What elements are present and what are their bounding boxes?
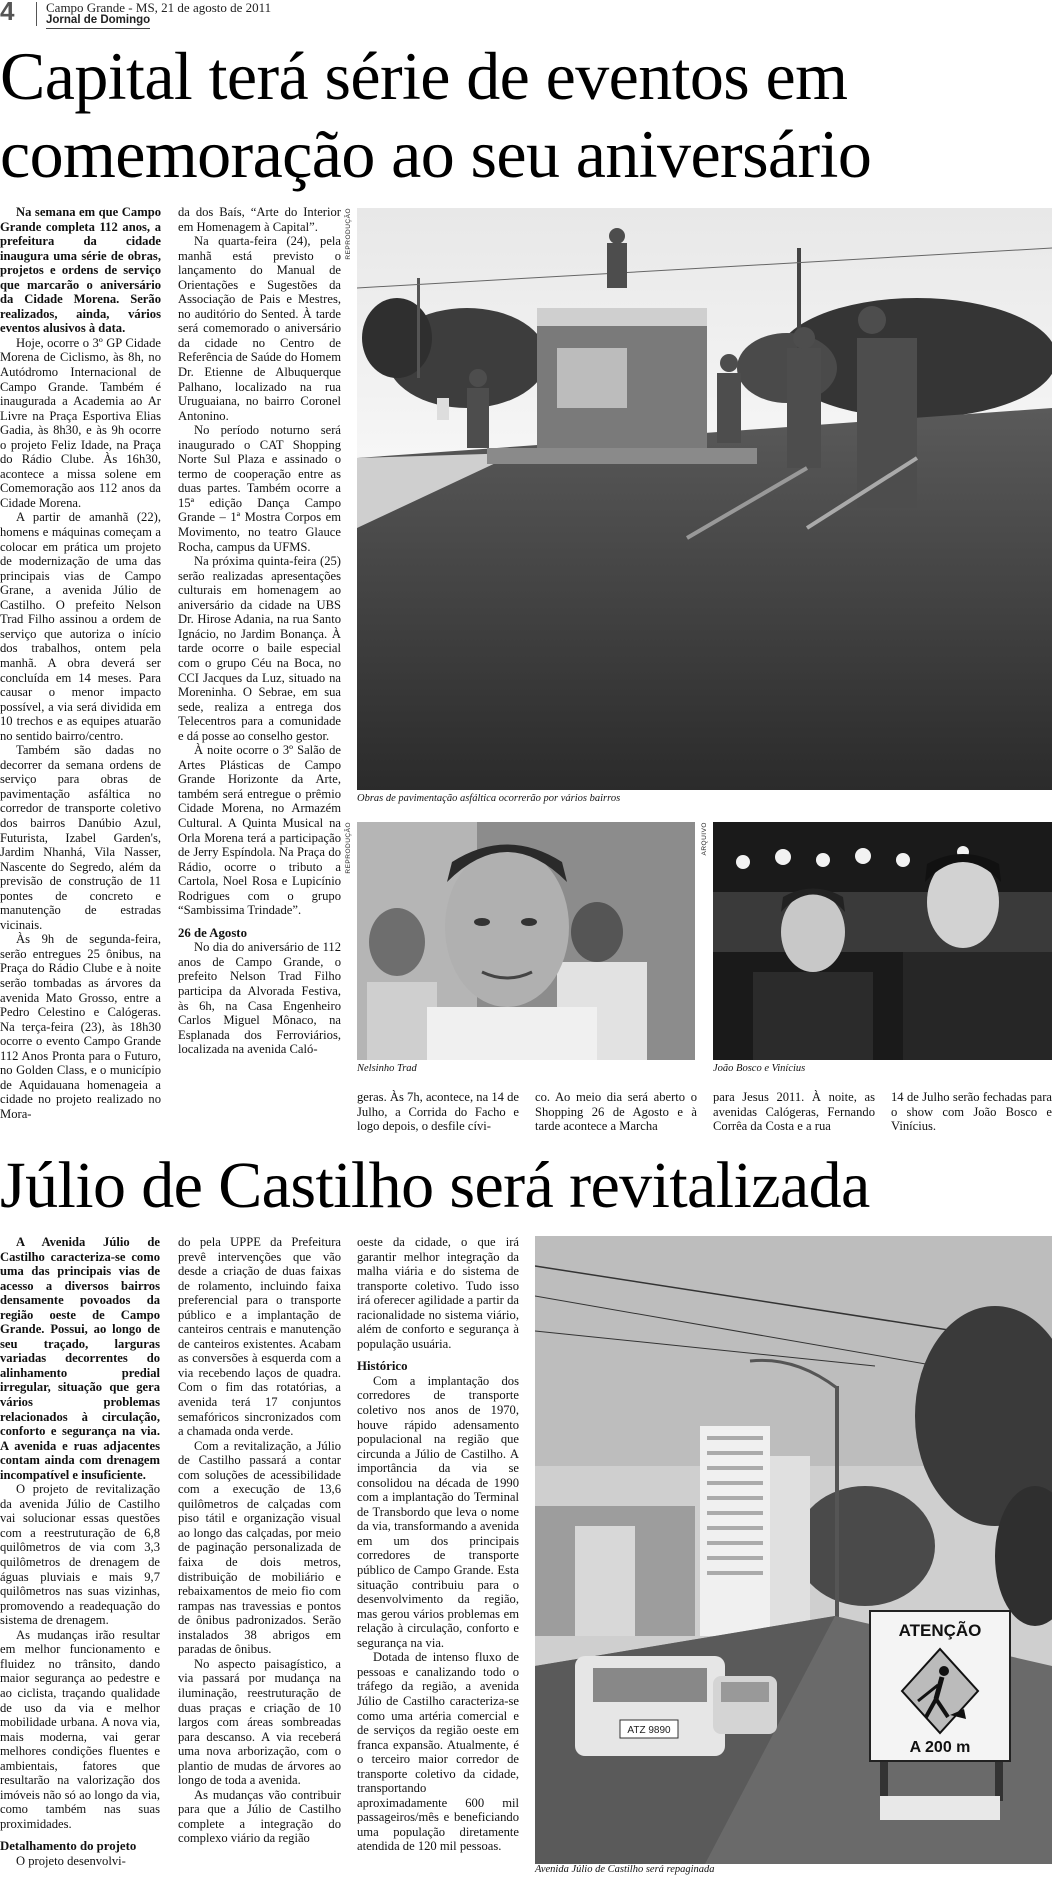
story1-headline-line2: comemoração ao seu aniversário [0, 116, 872, 192]
story1-column-1 [0, 205, 161, 1140]
story1-column-6 [891, 1090, 1052, 1138]
paragraph: O projeto de revitalização da avenida Júlio de Castilho vai solucionar essas questões com a reestruturação de 6,8 quilômetros de via com 3,3 quilômetros de drenagem de águas pluviais e mais 9,7 quilômetros nas suas vizinhas, promovendo a readequação do sistema de drenagem. [0, 1482, 160, 1628]
masthead-rule [46, 28, 150, 29]
section-name: Jornal de Domingo [46, 14, 151, 26]
story1-headline-line1: Capital terá série de eventos em [0, 38, 848, 114]
photo-credit: ARQUIVO [701, 822, 708, 856]
duo-image [713, 822, 1052, 1060]
story2-headline: Júlio de Castilho será revitalizada [0, 1149, 870, 1222]
story1-column-5 [713, 1090, 875, 1138]
photo-joao-bosco-vinicius [713, 822, 1052, 1060]
sign-bottom-text: A 200 m [909, 1739, 971, 1756]
photo-nelsinho-trad [357, 822, 695, 1060]
paragraph: da dos Baís, “Arte do Interior em Homenagem à Capital”. [178, 205, 341, 234]
masthead [0, 0, 1052, 30]
photo-road-paving [357, 208, 1052, 790]
story1-column-2 [178, 205, 341, 1140]
paragraph: Na próxima quinta-feira (25) serão realizadas apresentações culturais em homenagem ao aniversário da cidade na UBS Dr. Hirose Adania, na rua Santo Ignácio, no Jardim Bonança. À tarde ocorre o baile especial com o grupo Céu na Boca, no CCI Jacques da Luz, situado na Moreninha. O Sebrae, em sua sede, realiza a entrega dos Telecentros para a comunidade e dá posse ao conselho gestor. [178, 554, 341, 743]
story2-column-1 [0, 1235, 160, 1878]
page-number: 4 [0, 0, 15, 26]
paragraph: As mudanças vão contribuir para que a Júlio de Castilho complete a integração do complexo viário da região [178, 1787, 341, 1846]
paragraph: Com a revitalização, a Júlio de Castilho passará a contar com soluções de acessibilidade com a execução de 13,6 quilômetros de calçadas com piso tátil e organização visual ao longo das calçadas, por meio de paginação personalizada de faixa de dois metros, distribuição de mobiliário e rebaixamentos de meio fio com rampas nas travessias e pontos de ônibus padronizados. Serão instalados 38 abrigos em paradas de ônibus. [178, 1438, 341, 1657]
story2-lead: A Avenida Júlio de Castilho caracteriza-se como uma das principais vias de acesso a diversos bairros densamente povoados da região oeste de Campo Grande. Possui, ao longo de seu traçado, larguras variadas decorrentes do alinhamento predial irregular, situação que gera vários problemas relacionados à circulação, conforto e segurança na via. A avenida e ruas adjacentes contam ainda com drenagem incompatível e insuficiente. [0, 1235, 160, 1482]
paragraph: Na quarta-feira (24), pela manhã está previsto o lançamento do Manual de Orientações e Sugestões da Associação de Pais e Mestres, no auditório do Sented. À tarde será comemorado o aniversário da cidade no Centro de Referência de Saúde do Homem Dr. Etienne de Albuquerque Palhano, localizado na rua Uruguaiana, no bairro Coronel Antonino. [178, 234, 341, 423]
paragraph: oeste da cidade, o que irá garantir melhor integração da malha viária e do sistema de transporte coletivo. Tudo isso irá oferecer agilidade a partir da racionalidade no sistema viário, além de conforto e segurança à população usuária. [357, 1235, 519, 1351]
paving-scene-image [357, 208, 1052, 790]
paragraph: Também são dadas no decorrer da semana ordens de serviço para obras de pavimentação asfáltica no corredor de transporte coletivo dos bairros Danúbio Azul, Futurista, Izabel Garden's, Jardim Nhanhá, Vila Nasser, Nascente do Segredo, além da previsão de construção de 11 pontes de concreto e manutenção de estradas vicinais. [0, 743, 161, 932]
story1-lead: Na semana em que Campo Grande completa 112 anos, a prefeitura da cidade inaugura uma série de obras, projetos e ordens de serviço que marcarão o aniversário da Cidade Morena. Serão realizados, ainda, vários eventos alusivos à data. [0, 205, 161, 336]
photo-julio-de-castilho-avenue [535, 1236, 1052, 1864]
photo-caption: João Bosco e Vinícius [713, 1063, 806, 1074]
paragraph: do pela UPPE da Prefeitura prevê intervenções que vão desde a criação de duas faixas de rolamento, incluindo faixa preferencial para o transporte público e a implantação de canteiros centrais e manutenção de canteiros existentes. Acabam as conversões à esquerda com a via recebendo laços de quadra. Com o fim das rotatórias, a avenida terá 17 conjuntos semafóricos sincronizados com a chamada onda verde. [178, 1235, 341, 1439]
paragraph: No aspecto paisagístico, a via passará por mudança na iluminação, reestruturação de duas praças e criação de 10 largos com áreas sombreadas para descanso. A via receberá uma nova arborização, com o plantio de mudas de árvores ao longo de toda a avenida. [178, 1656, 341, 1788]
paragraph: O projeto desenvolvi- [16, 1853, 126, 1868]
masthead-divider [36, 2, 37, 26]
paragraph: À noite ocorre o 3º Salão de Artes Plásticas de Campo Grande Horizonte da Arte, também será entregue o prêmio Cidade Morena, no Armazém Cultural. A Quinta Musical na Orla Morena terá a participação de Jerry Espíndola. Na Praça do Rádio, ocorre o tributo a Cartola, Noel Rosa e Lupicínio Rodrigues com o grupo “Sambissima Trindade”. [178, 743, 341, 918]
paragraph: No dia do aniversário de 112 anos de Campo Grande, o prefeito Nelson Trad Filho participa da Alvorada Festiva, às 6h, na Casa Engenheiro Carlos Miguel Mônaco, na Esplanada dos Ferroviários, localizada na avenida Caló- [178, 940, 341, 1057]
paragraph: 14 de Julho serão fechadas para o show com João Bosco e Vinícius. [891, 1090, 1052, 1134]
sign-top-text: ATENÇÃO [898, 1621, 982, 1640]
paragraph: geras. Às 7h, acontece, na 14 de Julho, a Corrida do Facho e logo depois, o desfile cívi- [357, 1090, 519, 1134]
story2-column-3 [357, 1235, 519, 1878]
license-plate: ATZ 9890 [627, 1725, 671, 1736]
paragraph: para Jesus 2011. À noite, as avenidas Calógeras, Fernando Corrêa da Costa e a rua [713, 1090, 875, 1134]
subhead: 26 de Agosto [178, 925, 247, 940]
avenue-image [535, 1236, 1052, 1864]
paragraph: Hoje, ocorre o 3º GP Cidade Morena de Ciclismo, às 8h, no Autódromo Internacional de Campo Grande. Também é inaugurada a Academia ao Ar Livre na Praça Esportiva Elias Gadia, às 8h30, e às 9h ocorre o projeto Feliz Idade, na Praça do Rádio Clube. Às 16h30, acontece a missa solene em Comemoração aos 112 anos da Cidade Morena. [0, 335, 161, 510]
story1-column-3 [357, 1090, 519, 1138]
paragraph: As mudanças irão resultar em melhor funcionamento e fluidez no trânsito, dando maior segurança ao pedestre e ao ciclista, traçando qualidade de uso da via e melhor mobilidade urbana. A nova via, mais moderna, vai gerar melhores condições fluentes e ambientais, fatores que resultarão na valorização dos imóveis não só ao longo da via, como também nas suas proximidades. [0, 1627, 160, 1831]
paragraph: A partir de amanhã (22), homens e máquinas começam a colocar em prática um projeto de modernização de uma das principais vias de Campo Grane, a avenida Júlio de Castilho. O prefeito Nelson Trad Filho assinou a ordem de serviço que autoriza o início dos trabalhos, ontem pela manhã. A obra deverá ser concluída em 14 meses. Para causar o menor impacto possível, a via será dividida em 10 trechos e as equipes atuarão no sentido bairro/centro. [0, 510, 161, 743]
paragraph: Dotada de intenso fluxo de pessoas e canalizando todo o tráfego da região, a avenida Júlio de Castilho caracteriza-se como uma artéria comercial e de serviços da região oeste em franca expansão. Atualmente, é o terceiro maior corredor de transporte coletivo da cidade, transportando aproximadamente 600 mil passageiros/mês e beneficiando uma população diretamente atendida de 120 mil pessoas. [357, 1650, 519, 1854]
photo-credit: REPRODUÇÃO [345, 822, 352, 874]
paragraph: No período noturno será inaugurado o CAT Shopping Norte Sul Plaza e assinado o termo de cooperação entre as duas partes. Também ocorre a 15ª edição Dança Campo Grande – 1ª Mostra Corpos em Movimento, no teatro Glauce Rocha, campus da UFMS. [178, 423, 341, 554]
subhead: Histórico [357, 1359, 408, 1374]
photo-caption: Nelsinho Trad [357, 1063, 417, 1074]
edition-line: Campo Grande - MS, 21 de agosto de 2011 [46, 0, 272, 15]
story2-column-2 [178, 1235, 341, 1878]
photo-caption: Avenida Júlio de Castilho será repaginada [535, 1864, 715, 1875]
story1-column-4 [535, 1090, 697, 1138]
paragraph: Às 9h de segunda-feira, serão entregues 25 ônibus, na Praça do Rádio Clube e à noite serão tombadas as árvores da avenida Mato Grosso, entre a Pedro Celestino e Calógeras. Na terça-feira (23), às 18h30 ocorre o evento Campo Grande 112 Anos Pronta para o Futuro, no Golden Class, e o município de Aquidauana homenageia a cidade no projeto realizado no Mora- [0, 932, 161, 1121]
paragraph: co. Ao meio dia será aberto o Shopping 26 de Agosto e à tarde acontece a Marcha [535, 1090, 697, 1134]
paragraph: Com a implantação dos corredores de transporte coletivo nos anos de 1970, houve rápido adensamento populacional na região que circunda a Júlio de Castilho. A importância da via se consolidou na década de 1990 com a implantação do Terminal de Transbordo que leva o nome da via, transformando a avenida em um dos principais corredores de transporte público de Campo Grande. Esta situação contribuiu para o desenvolvimento da região, mas gerou vários problemas em relação à circulação, conforto e segurança na via. [357, 1373, 519, 1650]
subhead: Detalhamento do projeto [0, 1839, 137, 1854]
portrait-image [357, 822, 695, 1060]
photo-credit: REPRODUÇÃO [345, 208, 352, 260]
photo-caption: Obras de pavimentação asfáltica ocorrerão por vários bairros [357, 793, 621, 804]
